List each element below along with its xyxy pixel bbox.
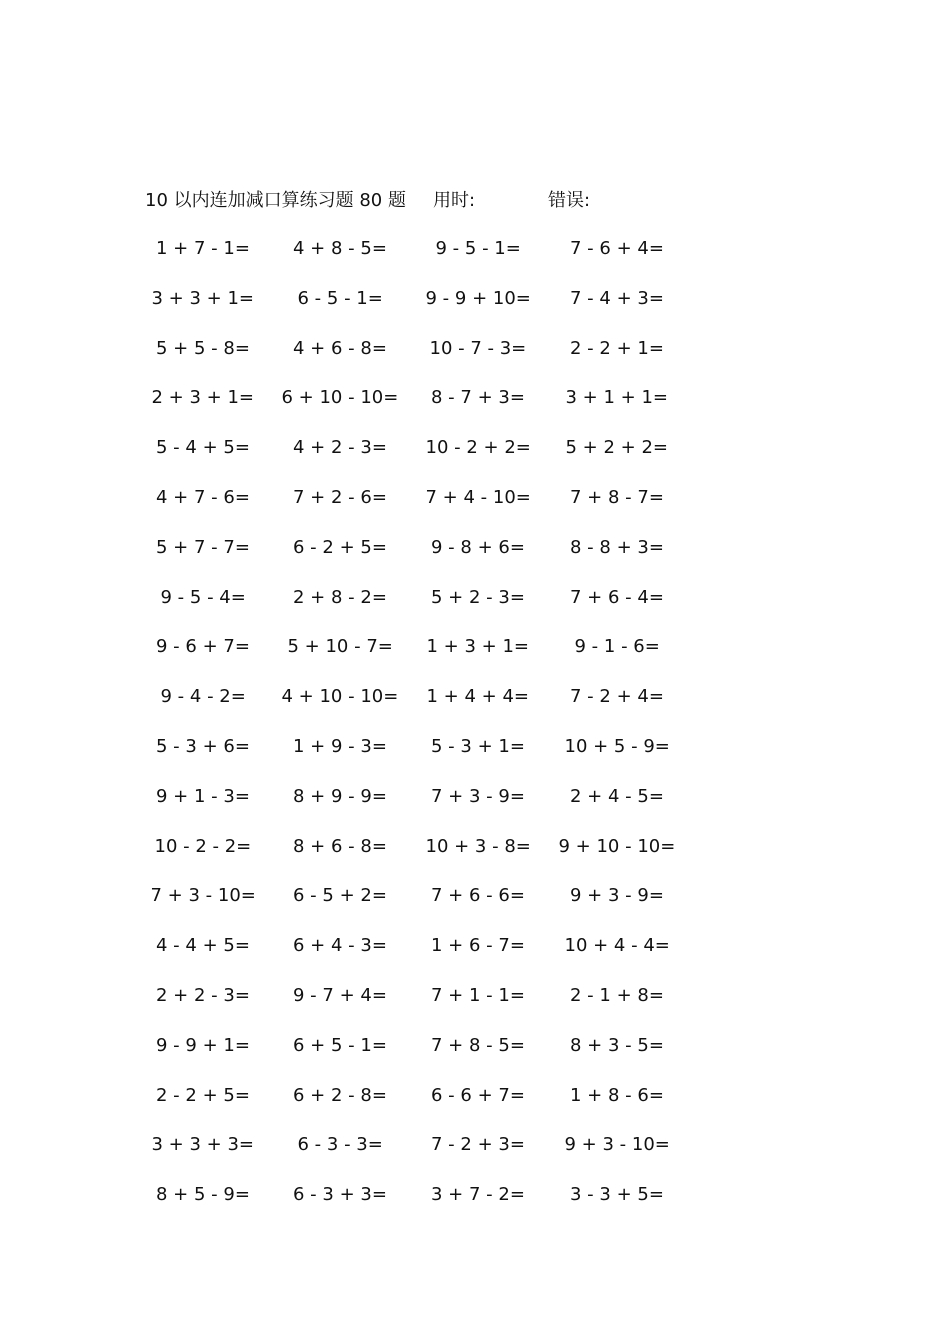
problem-item: 5 + 10 - 7= xyxy=(287,636,393,658)
problem-item: 8 + 9 - 9= xyxy=(293,785,387,807)
problem-item: 9 + 3 - 10= xyxy=(564,1134,670,1156)
problem-item: 5 + 2 - 3= xyxy=(431,586,525,608)
problem-row xyxy=(0,485,950,535)
problem-row xyxy=(0,734,950,784)
problem-item: 9 - 8 + 6= xyxy=(431,536,525,558)
problem-item: 2 + 4 - 5= xyxy=(570,785,664,807)
problem-item: 4 - 4 + 5= xyxy=(156,935,250,957)
problem-item: 7 - 2 + 3= xyxy=(431,1134,525,1156)
problem-row xyxy=(0,1182,950,1232)
problem-item: 7 + 8 - 5= xyxy=(431,1034,525,1056)
problem-item: 9 - 6 + 7= xyxy=(156,636,250,658)
problem-item: 8 - 7 + 3= xyxy=(431,387,525,409)
problem-item: 10 + 3 - 8= xyxy=(425,835,531,857)
problem-item: 2 - 2 + 5= xyxy=(156,1084,250,1106)
problem-row xyxy=(0,933,950,983)
problem-item: 3 + 3 + 1= xyxy=(151,287,254,309)
problem-item: 9 - 9 + 10= xyxy=(425,287,531,309)
problem-item: 9 - 1 - 6= xyxy=(574,636,660,658)
problem-item: 3 + 1 + 1= xyxy=(565,387,668,409)
problem-item: 3 - 3 + 5= xyxy=(570,1184,664,1206)
problem-item: 10 - 2 + 2= xyxy=(425,437,531,459)
problem-item: 7 + 6 - 6= xyxy=(431,885,525,907)
problem-item: 1 + 6 - 7= xyxy=(431,935,525,957)
problem-item: 10 + 4 - 4= xyxy=(564,935,670,957)
problem-item: 2 + 8 - 2= xyxy=(293,586,387,608)
problem-item: 2 - 2 + 1= xyxy=(570,337,664,359)
problem-item: 6 - 3 - 3= xyxy=(297,1134,383,1156)
problem-item: 4 + 7 - 6= xyxy=(156,486,250,508)
worksheet-header xyxy=(0,186,950,214)
problem-item: 1 + 4 + 4= xyxy=(426,686,529,708)
problem-row xyxy=(0,286,950,336)
problem-row xyxy=(0,1132,950,1182)
problem-item: 8 - 8 + 3= xyxy=(570,536,664,558)
problem-item: 6 - 5 - 1= xyxy=(297,287,383,309)
problem-item: 4 + 10 - 10= xyxy=(281,686,399,708)
problem-grid xyxy=(0,236,950,1232)
problem-item: 9 - 5 - 1= xyxy=(435,238,521,259)
problem-item: 2 - 1 + 8= xyxy=(570,984,664,1006)
problem-item: 1 + 8 - 6= xyxy=(570,1084,664,1106)
problem-item: 5 - 3 + 6= xyxy=(156,735,250,757)
problem-item: 7 + 4 - 10= xyxy=(425,486,531,508)
problem-item: 9 - 7 + 4= xyxy=(293,984,387,1006)
time-used-label: 用时: xyxy=(433,190,476,211)
problem-item: 5 + 2 + 2= xyxy=(565,437,668,459)
problem-row xyxy=(0,883,950,933)
problem-row xyxy=(0,784,950,834)
worksheet-title: 10 以内连加减口算练习题 80 题 xyxy=(145,190,406,211)
problem-item: 7 + 3 - 10= xyxy=(150,885,256,907)
problem-item: 10 - 7 - 3= xyxy=(429,337,527,359)
problem-item: 6 - 5 + 2= xyxy=(293,885,387,907)
problem-row xyxy=(0,684,950,734)
problem-item: 7 + 6 - 4= xyxy=(570,586,664,608)
problem-item: 7 - 2 + 4= xyxy=(570,686,664,708)
problem-item: 10 + 5 - 9= xyxy=(564,735,670,757)
problem-item: 6 + 2 - 8= xyxy=(293,1084,387,1106)
problem-item: 9 - 5 - 4= xyxy=(160,586,246,608)
problem-row xyxy=(0,535,950,585)
problem-item: 2 + 2 - 3= xyxy=(156,984,250,1006)
problem-item: 9 + 10 - 10= xyxy=(558,835,676,857)
problem-row xyxy=(0,834,950,884)
problem-item: 10 - 2 - 2= xyxy=(154,835,252,857)
problem-item: 6 + 5 - 1= xyxy=(293,1034,387,1056)
problem-item: 9 - 4 - 2= xyxy=(160,686,246,708)
problem-row xyxy=(0,1083,950,1133)
problem-item: 7 + 1 - 1= xyxy=(431,984,525,1006)
problem-row xyxy=(0,634,950,684)
errors-label: 错误: xyxy=(548,190,591,211)
problem-row xyxy=(0,435,950,485)
problem-item: 5 - 4 + 5= xyxy=(156,437,250,459)
problem-item: 8 + 5 - 9= xyxy=(156,1184,250,1206)
problem-row xyxy=(0,236,950,286)
problem-item: 4 + 6 - 8= xyxy=(293,337,387,359)
problem-item: 7 + 2 - 6= xyxy=(293,486,387,508)
problem-item: 2 + 3 + 1= xyxy=(151,387,254,409)
problem-item: 3 + 7 - 2= xyxy=(431,1184,525,1206)
problem-row xyxy=(0,336,950,386)
problem-item: 5 + 5 - 8= xyxy=(156,337,250,359)
problem-item: 7 + 3 - 9= xyxy=(431,785,525,807)
problem-item: 7 + 8 - 7= xyxy=(570,486,664,508)
problem-item: 6 - 2 + 5= xyxy=(293,536,387,558)
problem-item: 3 + 3 + 3= xyxy=(151,1134,254,1156)
problem-item: 7 - 4 + 3= xyxy=(570,287,664,309)
problem-item: 8 + 3 - 5= xyxy=(570,1034,664,1056)
problem-item: 1 + 7 - 1= xyxy=(156,238,250,259)
problem-item: 6 + 4 - 3= xyxy=(293,935,387,957)
problem-item: 9 + 3 - 9= xyxy=(570,885,664,907)
problem-item: 4 + 2 - 3= xyxy=(293,437,387,459)
problem-row xyxy=(0,385,950,435)
problem-item: 6 - 3 + 3= xyxy=(293,1184,387,1206)
problem-item: 9 - 9 + 1= xyxy=(156,1034,250,1056)
problem-row xyxy=(0,1033,950,1083)
problem-item: 7 - 6 + 4= xyxy=(570,238,664,259)
problem-row xyxy=(0,585,950,635)
problem-item: 5 + 7 - 7= xyxy=(156,536,250,558)
problem-item: 1 + 3 + 1= xyxy=(426,636,529,658)
problem-item: 4 + 8 - 5= xyxy=(293,238,387,259)
problem-item: 5 - 3 + 1= xyxy=(431,735,525,757)
problem-item: 6 - 6 + 7= xyxy=(431,1084,525,1106)
problem-item: 8 + 6 - 8= xyxy=(293,835,387,857)
problem-item: 1 + 9 - 3= xyxy=(293,735,387,757)
problem-item: 9 + 1 - 3= xyxy=(156,785,250,807)
problem-row xyxy=(0,983,950,1033)
problem-item: 6 + 10 - 10= xyxy=(281,387,399,409)
